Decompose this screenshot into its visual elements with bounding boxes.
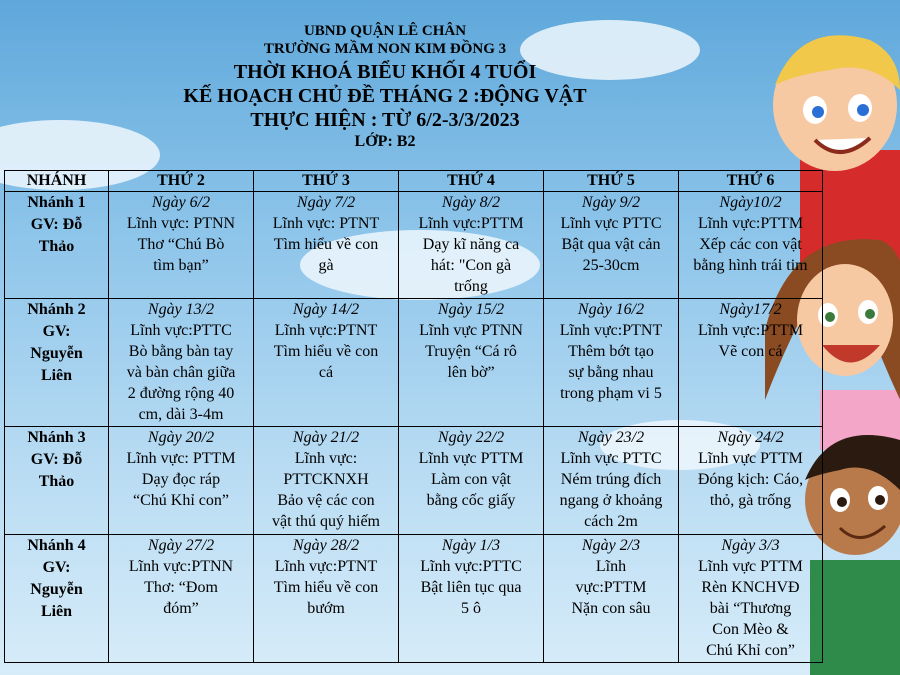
activity-cell [679, 299, 823, 427]
activity-line: Đóng kịch: Cáo, [697, 471, 804, 488]
activity-line: Lĩnh vực PTTM [698, 558, 803, 575]
activity-line: tìm bạn” [153, 257, 209, 274]
activity-line: Thêm bớt tạo [568, 343, 654, 360]
branch-line: Nguyễn [30, 345, 83, 362]
activity-cell [254, 299, 399, 427]
activity-date: Ngày 1/3 [441, 537, 501, 554]
activity-line: Dạy đọc ráp [141, 471, 221, 488]
column-header-thursday: THỨ 5 [544, 171, 679, 192]
activity-date: Ngày 2/3 [581, 537, 641, 554]
activity-line: vật thú quý hiếm [272, 513, 380, 530]
activity-line: Bảo vệ các con [277, 492, 375, 509]
activity-line: Lĩnh vực:PTTC [130, 322, 232, 339]
activity-date: Ngày 13/2 [147, 301, 215, 318]
activity-line: Lĩnh vực PTTM [418, 450, 524, 467]
activity-cell [254, 192, 399, 299]
activity-cell [109, 192, 254, 299]
branch-cell [5, 192, 109, 299]
branch-line: GV: Đỗ [30, 451, 83, 468]
activity-line: cm, dài 3-4m [138, 406, 224, 423]
activity-line: Lĩnh vực PTTM [698, 450, 803, 467]
activity-date: Ngày17/2 [719, 301, 782, 318]
branch-line: GV: Đỗ [30, 216, 83, 233]
table-row [5, 535, 823, 663]
activity-line: ngang ở khoảng [559, 492, 663, 509]
activity-line: Chú Khỉ con” [706, 642, 795, 659]
district-name: UBND QUẬN LÊ CHÂN [303, 23, 467, 39]
activity-date: Ngày 15/2 [437, 301, 505, 318]
activity-line: Lĩnh vực: PTNN [126, 215, 236, 232]
branch-line: Nhánh 3 [27, 429, 86, 446]
activity-line: Bật qua vật cản [561, 236, 661, 253]
branch-line: GV: [42, 559, 71, 576]
activity-line: Thơ “Chú Bò [137, 236, 225, 253]
activity-line: PTTCKNXH [283, 471, 369, 488]
theme-title: KẾ HOẠCH CHỦ ĐỀ THÁNG 2 :ĐỘNG VẬT [183, 85, 587, 107]
activity-date: Ngày 23/2 [577, 429, 645, 446]
activity-cell [544, 299, 679, 427]
activity-line: lên bờ” [447, 364, 495, 381]
class-label: LỚP: B2 [354, 133, 416, 150]
branch-line: Liên [40, 367, 73, 384]
school-name: TRƯỜNG MẦM NON KIM ĐỒNG 3 [263, 41, 507, 57]
activity-line: Lĩnh vực: PTNT [272, 215, 380, 232]
branch-cell [5, 427, 109, 535]
branch-line: Nhánh 4 [27, 537, 86, 554]
activity-date: Ngày 14/2 [292, 301, 360, 318]
column-header-monday: THỨ 2 [109, 171, 254, 192]
table-row [5, 192, 823, 299]
activity-line: Nặn con sâu [571, 600, 651, 617]
branch-cell [5, 299, 109, 427]
activity-line: trống [454, 278, 488, 295]
activity-line: gà [318, 257, 334, 274]
activity-line: Lĩnh vực PTNN [419, 322, 523, 339]
activity-line: trong phạm vi 5 [560, 385, 662, 402]
activity-line: Rèn KNCHVĐ [701, 579, 800, 596]
activity-line: Lĩnh vực:PTTM [697, 322, 804, 339]
activity-date: Ngày 3/3 [721, 537, 780, 554]
branch-cell [5, 535, 109, 663]
activity-line: Lĩnh [595, 558, 627, 575]
page-title: THỜI KHOÁ BIỂU KHỐI 4 TUỔI [233, 61, 537, 83]
activity-line: thỏ, gà trống [709, 492, 792, 509]
activity-date: Ngày 20/2 [147, 429, 215, 446]
activity-cell [679, 192, 823, 299]
activity-cell [399, 299, 544, 427]
activity-line: Con Mèo & [712, 621, 789, 638]
page-header [0, 0, 770, 152]
activity-line: bằng cốc giấy [426, 492, 516, 509]
activity-date: Ngày 9/2 [581, 194, 641, 211]
activity-date: Ngày 24/2 [717, 429, 784, 446]
branch-line: Nguyễn [30, 581, 83, 598]
activity-line: Bật liên tục qua [420, 579, 522, 596]
activity-date: Ngày 8/2 [441, 194, 501, 211]
activity-line: Lĩnh vực: [294, 450, 358, 467]
activity-line: bướm [307, 600, 345, 617]
activity-cell [679, 427, 823, 535]
activity-cell [679, 535, 823, 663]
activity-line: Lĩnh vực PTTC [560, 450, 662, 467]
table-row [5, 427, 823, 535]
activity-date: Ngày 27/2 [147, 537, 215, 554]
activity-line: Lĩnh vực:PTTC [420, 558, 522, 575]
branch-line: Thảo [38, 473, 75, 490]
activity-line: Lĩnh vực: PTTM [126, 450, 236, 467]
activity-line: sự bằng nhau [568, 364, 654, 381]
activity-line: 2 đường rộng 40 [127, 385, 235, 402]
activity-line: Tìm hiểu về con [273, 236, 379, 253]
activity-line: bằng hình trái tim [693, 257, 808, 274]
activity-line: Ném trúng đích [560, 471, 662, 488]
branch-line: Nhánh 2 [27, 301, 86, 318]
column-header-wednesday: THỨ 4 [399, 171, 544, 192]
activity-line: hát: "Con gà [430, 257, 512, 274]
activity-cell [109, 535, 254, 663]
activity-line: Lĩnh vực:PTNN [128, 558, 234, 575]
activity-line: Dạy kĩ năng ca [422, 236, 520, 253]
activity-line: đóm” [163, 600, 199, 617]
activity-cell [109, 299, 254, 427]
activity-line: cá [318, 364, 334, 381]
activity-line: Lĩnh vực:PTNT [559, 322, 663, 339]
activity-line: cách 2m [584, 513, 638, 530]
activity-date: Ngày 7/2 [296, 194, 356, 211]
activity-cell [544, 535, 679, 663]
activity-date: Ngày 21/2 [292, 429, 360, 446]
activity-line: Làm con vật [431, 471, 511, 488]
column-header-friday: THỨ 6 [679, 171, 823, 192]
activity-line: Truyện “Cá rô [425, 343, 517, 360]
activity-line: Lĩnh vực:PTTM [697, 215, 804, 232]
activity-line: Bò bằng bàn tay [128, 343, 234, 360]
activity-line: 25-30cm [582, 257, 640, 274]
branch-line: GV: [42, 323, 71, 340]
activity-cell [254, 535, 399, 663]
activity-line: Lĩnh vực PTTC [560, 215, 662, 232]
table-row [5, 299, 823, 427]
activity-date: Ngày10/2 [719, 194, 782, 211]
period-text: THỰC HIỆN : TỪ 6/2-3/3/2023 [250, 109, 520, 131]
activity-line: Tìm hiểu về con [273, 343, 379, 360]
activity-line: Lĩnh vực:PTNT [274, 322, 378, 339]
activity-cell [399, 427, 544, 535]
activity-date: Ngày 22/2 [437, 429, 505, 446]
branch-line: Thảo [38, 238, 75, 255]
activity-cell [544, 427, 679, 535]
column-header-tuesday: THỨ 3 [254, 171, 399, 192]
activity-line: Xếp các con vật [699, 236, 802, 253]
activity-line: 5 ô [461, 600, 481, 617]
activity-date: Ngày 6/2 [151, 194, 211, 211]
activity-cell [109, 427, 254, 535]
activity-cell [254, 427, 399, 535]
branch-line: Liên [40, 603, 73, 620]
activity-line: vực:PTTM [575, 579, 647, 596]
activity-line: “Chú Khỉ con” [133, 492, 229, 509]
activity-line: bài “Thương [709, 600, 792, 617]
activity-cell [399, 535, 544, 663]
header-row [5, 171, 823, 192]
activity-line: Vẽ con cá [718, 343, 783, 360]
timetable [4, 170, 823, 663]
activity-line: Lĩnh vực:PTNT [274, 558, 378, 575]
activity-date: Ngày 16/2 [577, 301, 645, 318]
activity-cell [399, 192, 544, 299]
activity-cell [544, 192, 679, 299]
activity-date: Ngày 28/2 [292, 537, 360, 554]
activity-line: Thơ: “Đom [144, 579, 218, 596]
branch-line: Nhánh 1 [27, 194, 86, 211]
activity-line: Lĩnh vực:PTTM [418, 215, 524, 232]
activity-line: và bàn chân giữa [126, 364, 236, 381]
activity-line: Tìm hiểu về con [273, 579, 379, 596]
column-header-branch: NHÁNH [5, 171, 109, 192]
